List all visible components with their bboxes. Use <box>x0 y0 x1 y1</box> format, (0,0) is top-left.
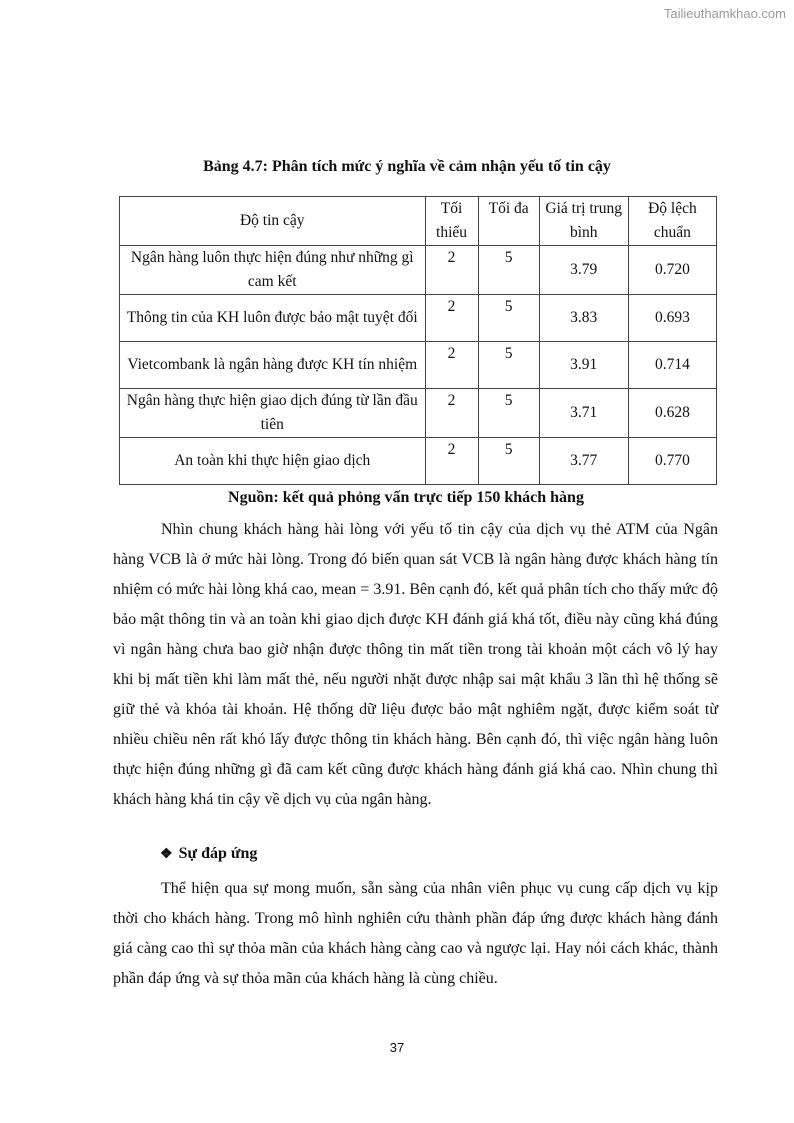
header-criterion: Độ tin cậy <box>120 197 426 246</box>
row-sd: 0.693 <box>628 295 716 342</box>
paragraph-text: Thể hiện qua sự mong muốn, sẵn sàng của nhân viên phục vụ cung cấp dịch vụ kịp thời cho khách hàng. Trong mô hình nghiên cứu thành phần đáp ứng được khách hàng đánh giá càng cao thì sự thỏa mãn của khách hàng càng cao và ngược lại. Hay nói cách khác, thành phần đáp ứng và sự thỏa mãn của khách hàng là cùng chiều. <box>113 880 718 987</box>
row-mean: 3.83 <box>539 295 628 342</box>
table-row <box>120 342 717 389</box>
row-sd: 0.770 <box>628 438 716 485</box>
row-mean: 3.91 <box>539 342 628 389</box>
row-min: 2 <box>425 295 478 342</box>
header-min: Tối thiểu <box>425 197 478 246</box>
row-min: 2 <box>425 389 478 438</box>
table-source: Nguồn: kết quả phỏng vấn trực tiếp 150 khách hàng <box>228 489 584 506</box>
row-max: 5 <box>478 438 539 485</box>
row-sd: 0.720 <box>628 246 716 295</box>
row-sd: 0.628 <box>628 389 716 438</box>
header-max: Tối đa <box>478 197 539 246</box>
row-min: 2 <box>425 438 478 485</box>
row-min: 2 <box>425 246 478 295</box>
table-caption: Bảng 4.7: Phân tích mức ý nghĩa về cảm nhận yếu tố tin cậy <box>203 158 611 175</box>
header-sd: Độ lệch chuẩn <box>628 197 716 246</box>
row-sd: 0.714 <box>628 342 716 389</box>
row-mean: 3.71 <box>539 389 628 438</box>
reliability-table <box>119 196 717 485</box>
table-row <box>120 438 717 485</box>
paragraph-responsiveness <box>113 874 718 994</box>
row-max: 5 <box>478 342 539 389</box>
diamond-bullet-icon: ❖ <box>160 847 173 862</box>
paragraph-reliability <box>113 515 718 815</box>
table-header-row <box>120 197 717 246</box>
page-number: 37 <box>389 1040 405 1055</box>
section-heading <box>160 845 257 863</box>
row-criterion: Thông tin của KH luôn được bảo mật tuyệt đối <box>120 295 426 342</box>
table-row <box>120 246 717 295</box>
row-max: 5 <box>478 295 539 342</box>
row-criterion: Vietcombank là ngân hàng được KH tín nhiệm <box>120 342 426 389</box>
row-mean: 3.79 <box>539 246 628 295</box>
row-max: 5 <box>478 389 539 438</box>
row-criterion: An toàn khi thực hiện giao dịch <box>120 438 426 485</box>
paragraph-text: Nhìn chung khách hàng hài lòng với yếu tố tin cậy của dịch vụ thẻ ATM của Ngân hàng VCB là ở mức hài lòng. Trong đó biến quan sát VCB là ngân hàng được khách hàng tín nhiệm có mức hài lòng khá cao, mean = 3.91. Bên cạnh đó, kết quả phân tích cho thấy mức độ bảo mật thông tin và an toàn khi giao dịch được KH đánh giá khá tốt, điều này cũng khá đúng vì ngân hàng chưa bao giờ nhận được thông tin mất tiền trong tài khoản một cách vô lý hay khi bị mất tiền khi làm mất thẻ, nếu người nhặt được nhập sai mật khẩu 3 lần thì hệ thống sẽ giữ thẻ và khóa tài khoản. Hệ thống dữ liệu được bảo mật nghiêm ngặt, được kiểm soát từ nhiều chiều nên rất khó lấy được thông tin khách hàng. Bên cạnh đó, thì việc ngân hàng luôn thực hiện đúng những gì đã cam kết cũng được khách hàng đánh giá khá cao. Nhìn chung thì khách hàng khá tin cậy về dịch vụ của ngân hàng. <box>113 521 718 808</box>
header-mean: Giá trị trung bình <box>539 197 628 246</box>
table-row <box>120 295 717 342</box>
row-criterion: Ngân hàng thực hiện giao dịch đúng từ lần đầu tiên <box>120 389 426 438</box>
row-min: 2 <box>425 342 478 389</box>
row-criterion: Ngân hàng luôn thực hiện đúng như những gì cam kết <box>120 246 426 295</box>
section-title: Sự đáp ứng <box>178 845 258 862</box>
watermark: Tailieuthamkhao.com <box>663 6 786 21</box>
table-row <box>120 389 717 438</box>
row-max: 5 <box>478 246 539 295</box>
row-mean: 3.77 <box>539 438 628 485</box>
